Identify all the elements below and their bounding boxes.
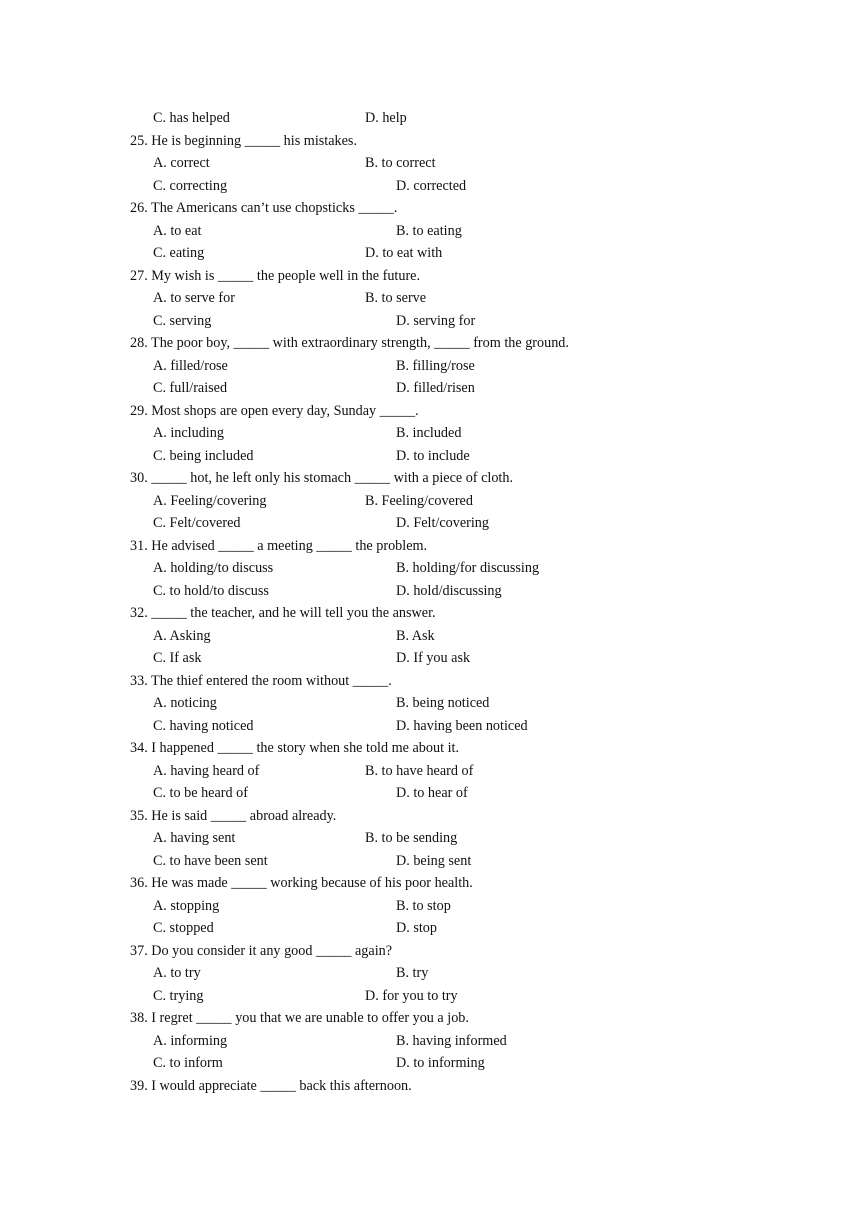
option-26d: D. to eat with [365, 245, 443, 261]
option-32a: A. Asking [153, 627, 211, 644]
option-30d: D. Felt/covering [396, 515, 489, 531]
option-36c: C. stopped [153, 920, 214, 936]
question-30: 30. _____ hot, he left only his stomach _____ with a piece of cloth. [130, 470, 513, 486]
question-33: 33. The thief entered the room without _____. [130, 672, 392, 689]
option-28c: C. full/raised [153, 380, 228, 396]
option-37b: B. try [396, 965, 429, 981]
option-27a: A. to serve for [153, 290, 235, 306]
question-25: 25. He is beginning _____ his mistakes. [130, 132, 357, 149]
question-39: 39. I would appreciate _____ back this afternoon. [130, 1077, 412, 1094]
option-34d: D. to hear of [396, 785, 468, 801]
option-26b: B. to eating [396, 222, 462, 239]
option-29c: C. being included [153, 447, 254, 464]
option-31b: B. holding/for discussing [396, 560, 540, 576]
question-27: 27. My wish is _____ the people well in the future. [130, 267, 421, 284]
option-34a: A. having heard of [153, 762, 260, 779]
question-26: 26. The Americans can’t use chopsticks _____. [130, 200, 398, 216]
option-27d: D. serving for [396, 312, 476, 329]
option-26a: A. to eat [153, 222, 202, 239]
option-33c: C. having noticed [153, 717, 254, 734]
option-34b: B. to have heard of [365, 762, 474, 779]
option-24d: D. help [365, 110, 407, 126]
option-31d: D. hold/discussing [396, 582, 502, 599]
option-35c: C. to have been sent [153, 852, 268, 869]
option-25c: C. correcting [153, 177, 228, 194]
option-26c: C. eating [153, 245, 205, 261]
option-28d: D. filled/risen [396, 380, 475, 396]
option-33b: B. being noticed [396, 695, 490, 711]
question-28: 28. The poor boy, _____ with extraordinary strength, _____ from the ground. [130, 335, 569, 351]
question-35: 35. He is said _____ abroad already. [130, 807, 337, 824]
option-38b: B. having informed [396, 1032, 507, 1049]
option-24c: C. has helped [153, 110, 230, 126]
option-30c: C. Felt/covered [153, 515, 241, 531]
option-35a: A. having sent [153, 830, 236, 846]
option-30b: B. Feeling/covered [365, 492, 473, 509]
question-37: 37. Do you consider it any good _____ again? [130, 942, 393, 959]
option-34c: C. to be heard of [153, 785, 248, 801]
question-32: 32. _____ the teacher, and he will tell you the answer. [130, 605, 436, 621]
option-37d: D. for you to try [365, 987, 458, 1004]
question-38: 38. I regret _____ you that we are unable to offer you a job. [130, 1010, 469, 1026]
option-37a: A. to try [153, 965, 201, 981]
question-36: 36. He was made _____ working because of his poor health. [130, 875, 473, 891]
option-32d: D. If you ask [396, 650, 471, 666]
option-36d: D. stop [396, 920, 437, 936]
option-25d: D. corrected [396, 177, 467, 194]
option-33a: A. noticing [153, 695, 217, 711]
option-27c: C. serving [153, 312, 212, 329]
option-29b: B. included [396, 425, 462, 441]
option-32c: C. If ask [153, 650, 202, 666]
option-30a: A. Feeling/covering [153, 492, 267, 509]
option-25a: A. correct [153, 155, 210, 171]
option-38a: A. informing [153, 1032, 228, 1049]
option-28b: B. filling/rose [396, 357, 475, 374]
option-31c: C. to hold/to discuss [153, 582, 269, 599]
option-36b: B. to stop [396, 897, 451, 914]
option-35d: D. being sent [396, 852, 472, 869]
question-31: 31. He advised _____ a meeting _____ the problem. [130, 537, 428, 554]
option-31a: A. holding/to discuss [153, 560, 274, 576]
option-25b: B. to correct [365, 155, 436, 171]
option-37c: C. trying [153, 987, 204, 1004]
option-29d: D. to include [396, 447, 470, 464]
question-29: 29. Most shops are open every day, Sunday _____. [130, 402, 419, 419]
option-32b: B. Ask [396, 627, 435, 644]
question-34: 34. I happened _____ the story when she told me about it. [130, 740, 460, 756]
option-33d: D. having been noticed [396, 717, 528, 734]
option-27b: B. to serve [365, 290, 427, 306]
option-38d: D. to informing [396, 1055, 485, 1071]
option-28a: A. filled/rose [153, 357, 228, 374]
option-38c: C. to inform [153, 1055, 223, 1071]
option-36a: A. stopping [153, 897, 220, 914]
option-35b: B. to be sending [365, 830, 458, 846]
option-29a: A. including [153, 425, 224, 441]
